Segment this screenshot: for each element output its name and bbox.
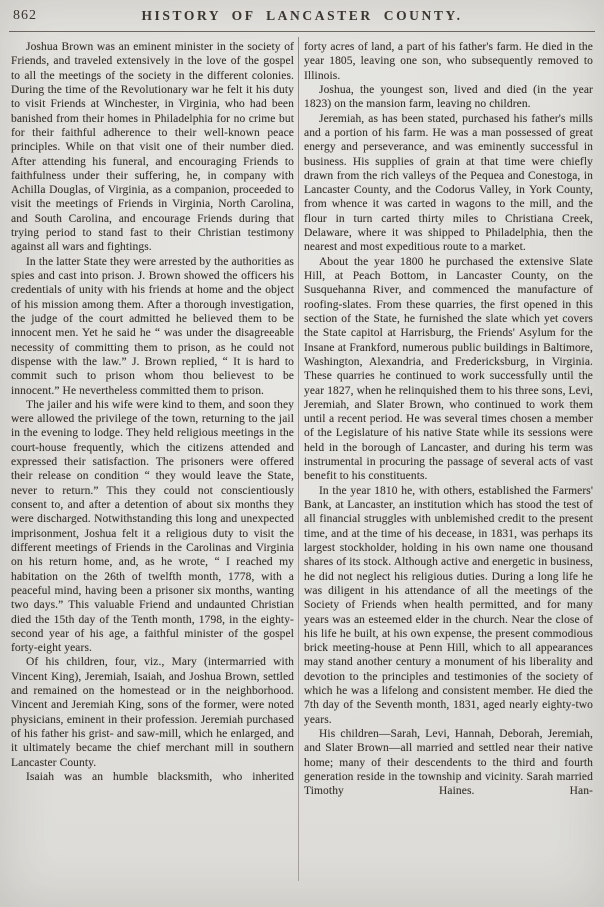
paragraph-isaiah-blacksmith: Isaiah was an humble blacksmith, who inherited bbox=[26, 770, 294, 783]
column-divider bbox=[298, 37, 299, 881]
paragraph-jeremiah-mills: Jeremiah, as has been stated, purchased his father's mills and a portion of his farm. He was a man possessed of great energy and perseverance, and was eminently successful in business. His supplies of grain at that time were chiefly drawn from the rich valleys of the Pequea and Conestoga, in Lancaster County, and the Codorus Valley, in York County, from whence it was carted in wagons to the mill, and the flour in turn carted thirty miles to Christiana Creek, Delaware, where it was shipped to Philadelphia, then the nearest and most expeditious route to a market. bbox=[304, 112, 593, 254]
paragraph-arrested-as-spies: In the latter State they were arrested by the authorities as spies and cast into prison. J. Brown showed the officers his credentials of unity with his friends at home and the object of his mission among them. After a thorough investigation, the judge of the court admitted he believed them to be innocent men. Yet he said he “ was under the disagreeable necessity of committing them to prison, as he could not dispense with the law.” J. Brown replied, “ It is hard to commit such to prison whom thou believest to be innocent.” He nevertheless committed them to prison. bbox=[11, 255, 294, 397]
left-column bbox=[11, 37, 294, 893]
page-number: 862 bbox=[13, 8, 37, 23]
text-columns bbox=[0, 37, 604, 893]
paragraph-his-children-list: His children—Sarah, Levi, Hannah, Deborah, Jeremiah, and Slater Brown—all married and settled near their native home; many of their descendents to the third and fourth generation reside in the township and vicinity. Sarah married Timothy Haines. Han- bbox=[304, 728, 593, 798]
paragraph-slate-hill: About the year 1800 he purchased the extensive Slate Hill, at Peach Bottom, in Lancaster County, on the Susquehanna River, and commenced the manufacture of roofing-slates. From these quarries, the first opened in this section of the State, he furnished the slate which yet covers the State capitol at Harrisburg, the Friends' Asylum for the Insane at Frankford, numerous public buildings in Baltimore, Washington, Alexandria, and Fredericksburg, in Virginia. These quarries he continued to work successfully until the year 1827, when he relinquished them to his three sons, Levi, Jeremiah, and Slater Brown, who continued to work them until a recent period. He was several times chosen a member of the Legislature of his native State while its sessions were held in the borough of Lancaster, and during his term was instrumental in procuring the passage of several acts of vast benefit to his constituents. bbox=[304, 255, 593, 483]
page-header bbox=[0, 6, 604, 28]
paragraph-his-children: Of his children, four, viz., Mary (intermarried with Vincent King), Jeremiah, Isaiah, and Joshua Brown, settled and remained on the homestead or in the neighborhood. Vincent and Jeremiah King, sons of the former, were noted physicians, eminent in their profession. Jeremiah purchased of his father his grist- and saw-mill, which he enlarged, and it ultimately became the chief merchant mill in southern Lancaster County. bbox=[11, 656, 294, 769]
paragraph-joshua-brown-intro: Joshua Brown was an eminent minister in the society of Friends, and traveled extensively in the love of the gospel to all the meetings of the society in the different colonies. During the time of the Revolutionary war he felt it his duty to visit Friends at Winchester, in Virginia, who had been banished from their homes in Philadelphia for no crime but for their faithful adherence to their well-known peace principles. While on that visit one of their number died. After attending his funeral, and encouraging Friends to faithfulness under their suffering, he, in company with Achilla Douglas, of Virginia, as a companion, proceeded to visit the meetings of Friends in Virginia, North Carolina, and South Carolina, and encourage Friends during that trying period to stand fast to their Christian testimony against all wars and fightings. bbox=[11, 41, 294, 254]
paragraph-jailer-and-release: The jailer and his wife were kind to them, and soon they were allowed the privilege of the town, returning to the jail in the evening to lodge. They held religious meetings in the court-house frequently, which the citizens attended and expressed their satisfaction. The prisoners were offered their release on condition “ they would leave the State, never to return.” This they could not conscientiously consent to, and after a detention of about six months they were discharged. Notwithstanding this long and unexpected imprisonment, Joshua felt it a religious duty to visit the different meetings of Friends in the Carolinas and Virginia on his return home, and, as he wrote, “ I reached my habitation on the 26th of twelfth month, 1778, with a peaceful mind, having been a prisoner six months, wanting two days.” This valuable Friend and undaunted Christian died the 15th day of the Tenth month, 1798, in the eighty-second year of his age, a faithful minister of the gospel forty-eight years. bbox=[11, 398, 294, 655]
right-column bbox=[304, 37, 593, 893]
header-rule bbox=[9, 31, 595, 32]
running-title: HISTORY OF LANCASTER COUNTY. bbox=[141, 8, 463, 23]
paragraph-isaiah-continued: forty acres of land, a part of his father's farm. He died in the year 1805, leaving one son, who subsequently removed to Illinois. bbox=[304, 41, 593, 82]
paragraph-joshua-youngest-son: Joshua, the youngest son, lived and died (in the year 1823) on the mansion farm, leaving no children. bbox=[304, 83, 593, 111]
paragraph-farmers-bank: In the year 1810 he, with others, established the Farmers' Bank, at Lancaster, an institution which has stood the test of all financial struggles with unblemished credit to the present time, and at the time of his decease, in 1831, was perhaps its largest stockholder, holding in his own name one thousand shares of its stock. Although active and energetic in business, he did not neglect his religious duties. During a long life he was diligent in his attendance of all the meetings of the Society of Friends when health permitted, and for many years was an esteemed elder in the church. Near the close of his life he built, at his own expense, the present commodious brick meeting-house at Penn Hill, which to all appearances may stand another century a monument of his liberality and devotion to the principles and testimonies of the society of which he was a lifelong and consistent member. He died the 7th day of the Seventh month, 1831, aged nearly eighty-two years. bbox=[304, 484, 593, 726]
